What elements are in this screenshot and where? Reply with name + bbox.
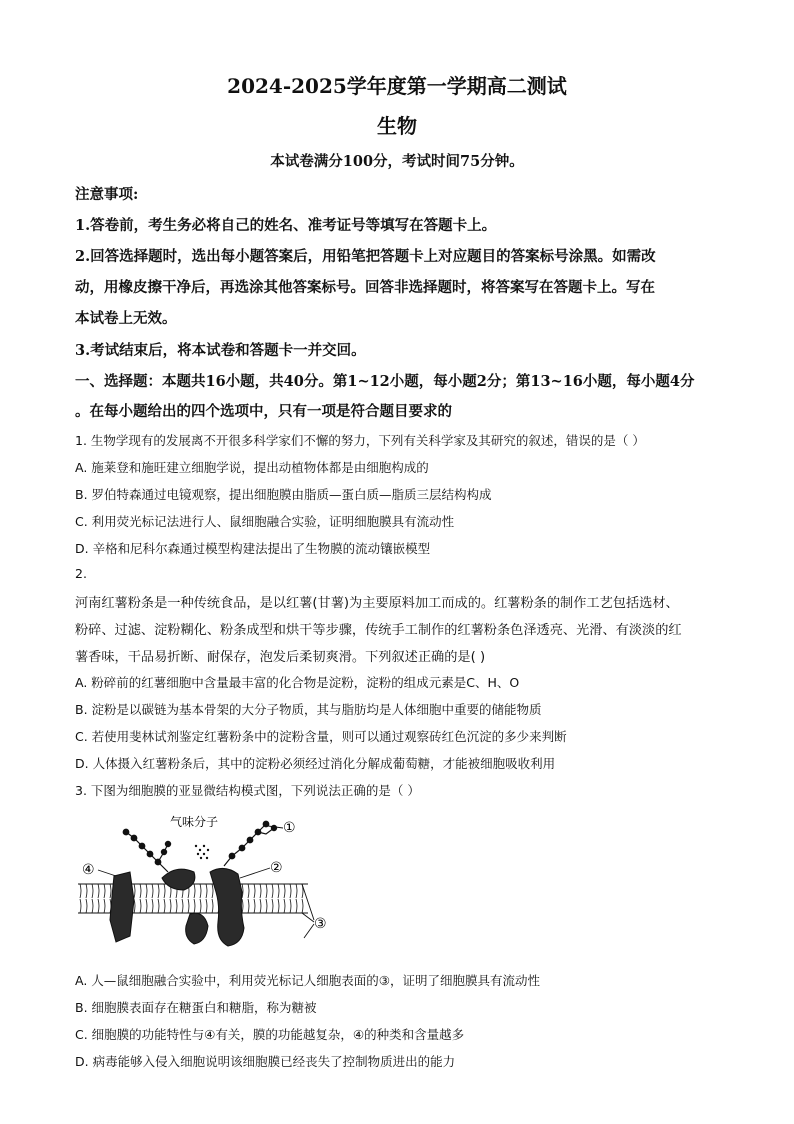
lipid-tail bbox=[284, 899, 285, 913]
q3-stem: 3. 下图为细胞膜的亚显微结构模式图，下列说法正确的是（ ） bbox=[75, 783, 420, 798]
lipid-tail bbox=[260, 899, 261, 913]
lipid-tail bbox=[152, 884, 153, 898]
lipid-tail bbox=[212, 884, 213, 898]
lipid-tail bbox=[176, 899, 177, 913]
lipid-tail bbox=[152, 899, 153, 913]
q1-option-c: C. 利用荧光标记法进行人、鼠细胞融合实验，证明细胞膜具有流动性 bbox=[75, 514, 455, 529]
lipid-tail bbox=[98, 899, 99, 913]
section-1-heading-line-2: 。在每小题给出的四个选项中，只有一项是符合题目要求的 bbox=[75, 403, 452, 420]
lipid-tail bbox=[248, 884, 249, 898]
lipid-tail bbox=[86, 899, 87, 913]
lipid-tail bbox=[296, 884, 297, 898]
q1-option-a: A. 施莱登和施旺建立细胞学说，提出动植物体都是由细胞构成的 bbox=[75, 460, 429, 475]
lipid-tail bbox=[206, 884, 207, 898]
label-1: ① bbox=[283, 820, 296, 836]
q2-stem-line-3: 薯香味，干品易折断、耐保存，泡发后柔韧爽滑。下列叙述正确的是( ) bbox=[75, 650, 486, 665]
lipid-tail bbox=[206, 899, 207, 913]
lipid-tail bbox=[140, 899, 141, 913]
lipid-tail bbox=[140, 884, 141, 898]
lipid-tail bbox=[194, 884, 195, 898]
notice-item-2-line-1: 2.回答选择题时，选出每小题答案后，用铅笔把答题卡上对应题目的答案标号涂黑。如需改 bbox=[75, 248, 656, 265]
q3-option-c: C. 细胞膜的功能特性与④有关，膜的功能越复杂，④的种类和含量越多 bbox=[75, 1027, 465, 1042]
q2-number: 2. bbox=[75, 566, 87, 581]
q2-option-c: C. 若使用斐林试剂鉴定红薯粉条中的淀粉含量，则可以通过观察砖红色沉淀的多少来判断 bbox=[75, 729, 567, 744]
notice-item-1: 1.答卷前，考生务必将自己的姓名、准考证号等填写在答题卡上。 bbox=[75, 217, 497, 234]
lipid-tail bbox=[278, 884, 279, 898]
lipid-tail bbox=[164, 899, 165, 913]
label-2: ② bbox=[270, 860, 283, 876]
odor-molecules bbox=[195, 845, 209, 859]
lipid-tail bbox=[272, 899, 273, 913]
lipid-tail bbox=[212, 899, 213, 913]
notice-item-2-line-2: 动，用橡皮擦干净后，再选涂其他答案标号。回答非选择题时，将答案写在答题卡上。写在 bbox=[75, 279, 655, 296]
lipid-tail bbox=[182, 899, 183, 913]
q2-option-b: B. 淀粉是以碳链为基本骨架的大分子物质，其与脂肪均是人体细胞中重要的储能物质 bbox=[75, 702, 542, 717]
exam-title: 2024-2025学年度第一学期高二测试 bbox=[227, 74, 567, 98]
q1-option-b: B. 罗伯特森通过电镜观察，提出细胞膜由脂质—蛋白质—脂质三层结构构成 bbox=[75, 487, 492, 502]
lipid-tail bbox=[248, 899, 249, 913]
lipid-tail bbox=[200, 899, 201, 913]
cell-membrane-diagram bbox=[72, 810, 342, 958]
q2-option-a: A. 粉碎前的红薯细胞中含量最丰富的化合物是淀粉，淀粉的组成元素是C、H、O bbox=[75, 675, 520, 690]
lipid-tail bbox=[164, 884, 165, 898]
notice-heading: 注意事项: bbox=[75, 186, 139, 203]
lipid-tail bbox=[272, 884, 273, 898]
q3-option-a: A. 人—鼠细胞融合实验中，利用荧光标记人细胞表面的③，证明了细胞膜具有流动性 bbox=[75, 973, 540, 988]
lipid-tail bbox=[290, 899, 291, 913]
subject-title: 生物 bbox=[377, 114, 417, 138]
lipid-tail bbox=[146, 899, 147, 913]
lipid-tail bbox=[242, 899, 243, 913]
lipid-tail bbox=[80, 899, 81, 913]
lipid-tail bbox=[266, 899, 267, 913]
lipid-tail bbox=[260, 884, 261, 898]
q2-option-d: D. 人体摄入红薯粉条后，其中的淀粉必须经过消化分解成葡萄糖，才能被细胞吸收利用 bbox=[75, 756, 556, 771]
lipid-tail bbox=[188, 899, 189, 913]
lipid-tail bbox=[92, 899, 93, 913]
q1-option-d: D. 辛格和尼科尔森通过模型构建法提出了生物膜的流动镶嵌模型 bbox=[75, 541, 431, 556]
lipid-tail bbox=[104, 884, 105, 898]
lipid-tail bbox=[134, 884, 135, 898]
label-4: ④ bbox=[82, 862, 95, 878]
q1-stem: 1. 生物学现有的发展离不开很多科学家们不懈的努力，下列有关科学家及其研究的叙述，错误的是（ ） bbox=[75, 433, 645, 448]
lipid-tail bbox=[158, 899, 159, 913]
q2-stem-line-2: 粉碎、过滤、淀粉糊化、粉条成型和烘干等步骤，传统手工制作的红薯粉条色泽透亮、光滑、有淡淡的红 bbox=[75, 623, 682, 638]
lipid-tail bbox=[98, 884, 99, 898]
lipid-tail bbox=[110, 884, 111, 898]
lipid-tail bbox=[92, 884, 93, 898]
lipid-tail bbox=[146, 884, 147, 898]
lipid-tail bbox=[80, 884, 81, 898]
section-1-heading-line-1: 一、选择题：本题共16小题，共40分。第1~12小题，每小题2分；第13~16小题，每小题4分 bbox=[75, 373, 695, 390]
label-3: ③ bbox=[314, 916, 327, 932]
glycoprotein-surface bbox=[162, 869, 195, 890]
lipid-tail bbox=[278, 899, 279, 913]
lipid-tail bbox=[254, 899, 255, 913]
lipid-tail bbox=[170, 899, 171, 913]
protein-2 bbox=[210, 868, 244, 946]
lipid-tail bbox=[104, 899, 105, 913]
lipid-tail bbox=[302, 899, 303, 913]
odor-molecule-label: 气味分子 bbox=[170, 815, 219, 829]
notice-item-3: 3.考试结束后，将本试卷和答题卡一并交回。 bbox=[75, 342, 366, 359]
lipid-tail bbox=[86, 884, 87, 898]
lipid-tail bbox=[200, 884, 201, 898]
lipid-tail bbox=[266, 884, 267, 898]
q3-option-d: D. 病毒能够入侵入细胞说明该细胞膜已经丧失了控制物质进出的能力 bbox=[75, 1054, 456, 1069]
lipid-tail bbox=[284, 884, 285, 898]
protein-4 bbox=[110, 872, 134, 942]
lipid-tail bbox=[296, 899, 297, 913]
protein-inner bbox=[186, 913, 208, 944]
notice-item-2-line-3: 本试卷上无效。 bbox=[75, 310, 177, 327]
q3-option-b: B. 细胞膜表面存在糖蛋白和糖脂，称为糖被 bbox=[75, 1000, 317, 1015]
lipid-tail bbox=[194, 899, 195, 913]
lipid-tail bbox=[158, 884, 159, 898]
q2-stem-line-1: 河南红薯粉条是一种传统食品，是以红薯(甘薯)为主要原料加工而成的。红薯粉条的制作工艺包括选材、 bbox=[75, 596, 679, 611]
lipid-tail bbox=[254, 884, 255, 898]
score-time-line: 本试卷满分100分，考试时间75分钟。 bbox=[270, 153, 524, 170]
lipid-tail bbox=[290, 884, 291, 898]
